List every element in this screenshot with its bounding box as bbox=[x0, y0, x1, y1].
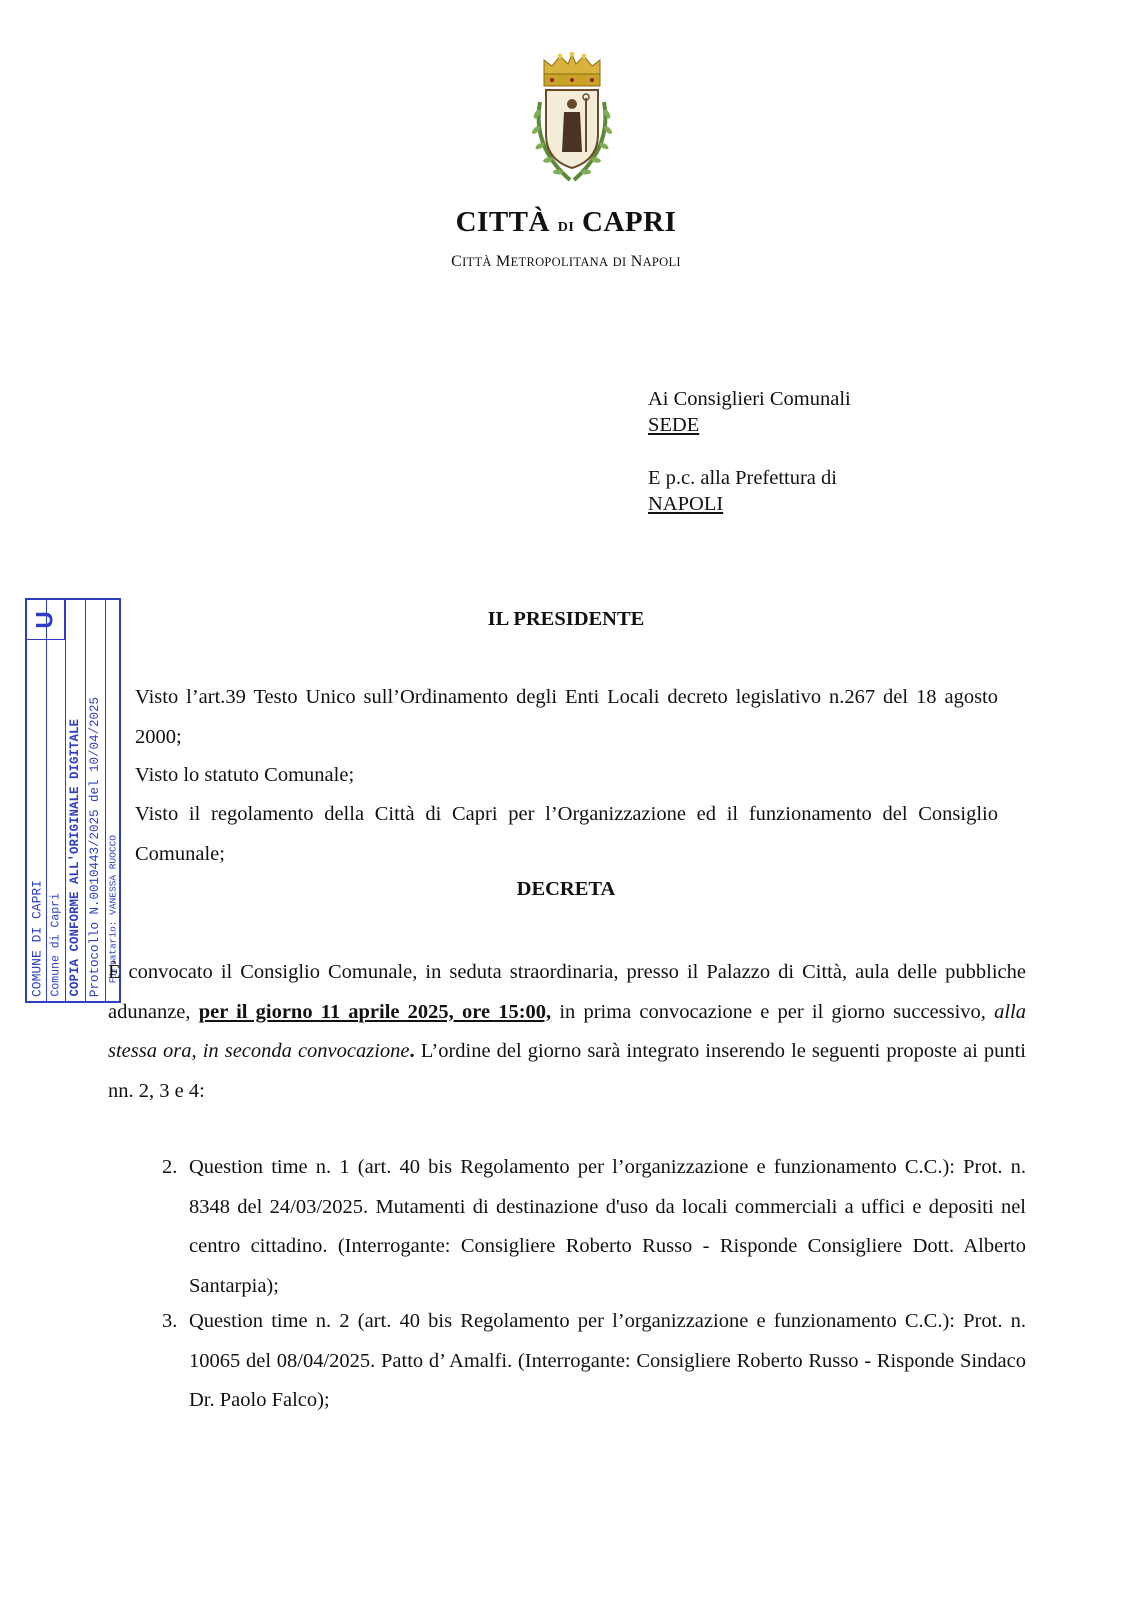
stamp-text: Firmatario: VANESSA RUOCCO bbox=[107, 834, 119, 983]
recipients-block bbox=[648, 386, 851, 517]
protocol-stamp bbox=[25, 598, 121, 1003]
visto-paragraph: Visto l’art.39 Testo Unico sull’Ordinamento degli Enti Locali decreto legislativo n.267 del 18 agosto 2000; bbox=[135, 686, 998, 748]
stamp-letter-box: U bbox=[27, 600, 65, 640]
decreta-heading: DECRETA bbox=[516, 878, 616, 900]
recipient-line: E p.c. alla Prefettura di bbox=[648, 467, 837, 489]
recipient-line: NAPOLI bbox=[648, 493, 724, 515]
recipient-line: SEDE bbox=[648, 414, 700, 436]
agenda-item: 3. Question time n. 2 (art. 40 bis Regolamento per l’organizzazione e funzionamento C.C.): Prot. n. 10065 del 08/04/2025. Patto d’ Amalfi. (Interrogante: Consigliere Roberto Russo - Risponde Sindaco Dr. Paolo Falco); bbox=[162, 1310, 1026, 1411]
visto-paragraph: Visto lo statuto Comunale; bbox=[135, 764, 355, 786]
city-subtitle: CITTÀ METROPOLITANA DI NAPOLI bbox=[451, 253, 681, 270]
stamp-text: COPIA CONFORME ALL'ORIGINALE DIGITALE bbox=[68, 719, 82, 997]
city-title: CITTÀ DI CAPRI bbox=[455, 206, 677, 238]
convocation-paragraph: È convocato il Consiglio Comunale, in seduta straordinaria, presso il Palazzo di Città, aula delle pubbliche adunanze, per il giorno 11 aprile 2025, ore 15:00, in prima convocazione e per il giorno successivo, alla stessa ora, in seconda convocazione. L’ordine del giorno sarà integrato inserendo le seguenti proposte ai punti nn. 2, 3 e 4: bbox=[108, 961, 1026, 1102]
coat-of-arms-icon bbox=[530, 52, 614, 188]
stamp-text: Comune di Capri bbox=[49, 893, 62, 997]
stamp-text: COMUNE DI CAPRI bbox=[29, 879, 44, 997]
stamp-text: Protocollo N.0010443/2025 del 10/04/2025 bbox=[88, 696, 102, 997]
visto-paragraph: Visto il regolamento della Città di Capri per l’Organizzazione ed il funzionamento del Consiglio Comunale; bbox=[135, 803, 998, 865]
president-heading: IL PRESIDENTE bbox=[487, 608, 645, 630]
recipient-line: Ai Consiglieri Comunali bbox=[648, 388, 851, 410]
agenda-item: 2. Question time n. 1 (art. 40 bis Regolamento per l’organizzazione e funzionamento C.C.): Prot. n. 8348 del 24/03/2025. Mutamenti di destinazione d'uso da locali commerciali a uffici e depositi nel centro cittadino. (Interrogante: Consigliere Roberto Russo - Risponde Consigliere Dott. Alberto Santarpia); bbox=[162, 1156, 1026, 1297]
